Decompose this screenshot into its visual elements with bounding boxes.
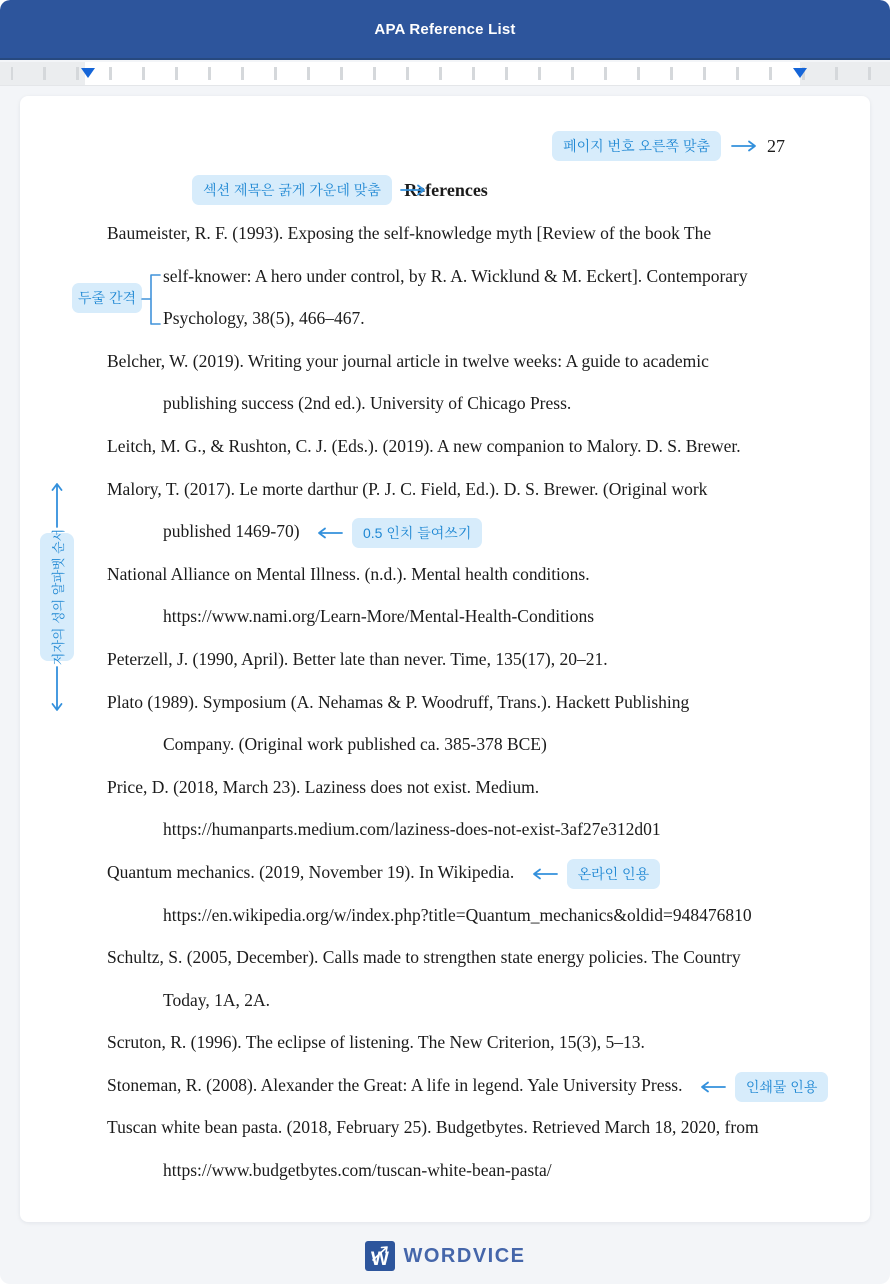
footer [0,1236,890,1276]
reference-line: Plato (1989). Symposium (A. Nehamas & P. Woodruff, Trans.). Hackett Publishing [107,691,690,712]
page-number-row [107,124,785,168]
brand-name: WORDVICE [403,1244,526,1267]
wordvice-logo-icon [365,1241,395,1271]
ruler-ticks [0,67,890,80]
reference-line: Tuscan white bean pasta. (2018, February 25). Budgetbytes. Retrieved March 18, 2020, from [107,1117,759,1138]
print-citation-annotation: 인쇄물 인용 [735,1072,829,1102]
arrow-left-icon [316,527,344,539]
arrow-down-icon [51,665,63,713]
reference-line: Malory, T. (2017). Le morte darthur (P. J. C. Field, Ed.). D. S. Brewer. (Original work [107,478,708,499]
document-body [107,124,818,1192]
reference-line: https://en.wikipedia.org/w/index.php?title=Quantum_mechanics&oldid=948476810 [163,904,752,925]
reference-line-text: Stoneman, R. (2008). Alexander the Great: A life in legend. Yale University Press. [107,1074,683,1095]
reference-line: Baumeister, R. F. (1993). Exposing the self-knowledge myth [Review of the book The [107,223,712,243]
reference-line-text: Quantum mechanics. (2019, November 19). In Wikipedia. [107,861,515,882]
ruler [0,62,890,86]
reference-line: Price, D. (2018, March 23). Laziness does not exist. Medium. [107,776,540,797]
alphabetical-order-annotation-group [39,481,75,713]
page-number: 27 [767,135,785,156]
reference-line [107,510,785,553]
reference-line: https://humanparts.medium.com/laziness-does-not-exist-3af27e312d01 [163,819,661,840]
page-title: APA Reference List [374,20,516,38]
alphabetical-order-annotation: 저자의 성의 알파벳 순서 [39,533,75,661]
indent-annotation-group [316,518,482,548]
section-title-annotation: 섹션 제목은 굵게 가운데 맞춤 [192,175,392,205]
double-spacing-bracket-icon [140,271,184,329]
indent-annotation: 0.5 인치 들여쓰기 [352,518,482,548]
reference-line: Today, 1A, 2A. [163,989,270,1010]
svg-text:W: W [370,1249,389,1270]
reference-line [107,1064,818,1107]
references-title-row [107,168,785,212]
reference-line: https://www.nami.org/Learn-More/Mental-Health-Conditions [163,606,595,627]
reference-line: Leitch, M. G., & Rushton, C. J. (Eds.). (2019). A new companion to Malory. D. S. Brewer. [107,435,741,456]
references-heading: References [404,180,488,200]
reference-line: publishing success (2nd ed.). University of Chicago Press. [163,393,572,414]
reference-line: Scruton, R. (1996). The eclipse of listening. The New Criterion, 15(3), 5–13. [107,1032,645,1053]
reference-line-text: published 1469-70) [163,521,300,542]
reference-line: Peterzell, J. (1990, April). Better late than never. Time, 135(17), 20–21. [107,648,608,669]
online-citation-annotation-group [531,859,661,889]
arrow-left-icon [699,1081,727,1093]
reference-line [107,851,785,894]
left-indent-marker-icon[interactable] [81,68,95,78]
reference-line: Belcher, W. (2019). Writing your journal article in twelve weeks: A guide to academic [107,350,709,371]
reference-line: Company. (Original work published ca. 385-378 BCE) [163,734,547,755]
page-number-annotation: 페이지 번호 오른쪽 맞춤 [552,131,721,161]
arrow-right-icon [399,184,427,196]
online-citation-annotation: 온라인 인용 [567,859,661,889]
reference-line: National Alliance on Mental Illness. (n.d.). Mental health conditions. [107,563,590,584]
arrow-left-icon [531,868,559,880]
reference-line: Schultz, S. (2005, December). Calls made to strengthen state energy policies. The Country [107,947,741,968]
double-spacing-annotation: 두줄 간격 [72,283,142,313]
reference-line: https://www.budgetbytes.com/tuscan-white-bean-pasta/ [163,1160,552,1181]
header-bar [0,0,890,60]
print-citation-annotation-group [699,1072,829,1102]
section-title-annotation-group [192,168,427,212]
right-indent-marker-icon[interactable] [793,68,807,78]
reference-line: Psychology, 38(5), 466–467. [163,308,365,329]
arrow-right-icon [730,140,758,152]
arrow-up-icon [51,481,63,529]
reference-line: self-knower: A hero under control, by R. A. Wicklund & M. Eckert]. Contemporary [163,265,748,286]
document-page [20,96,870,1222]
